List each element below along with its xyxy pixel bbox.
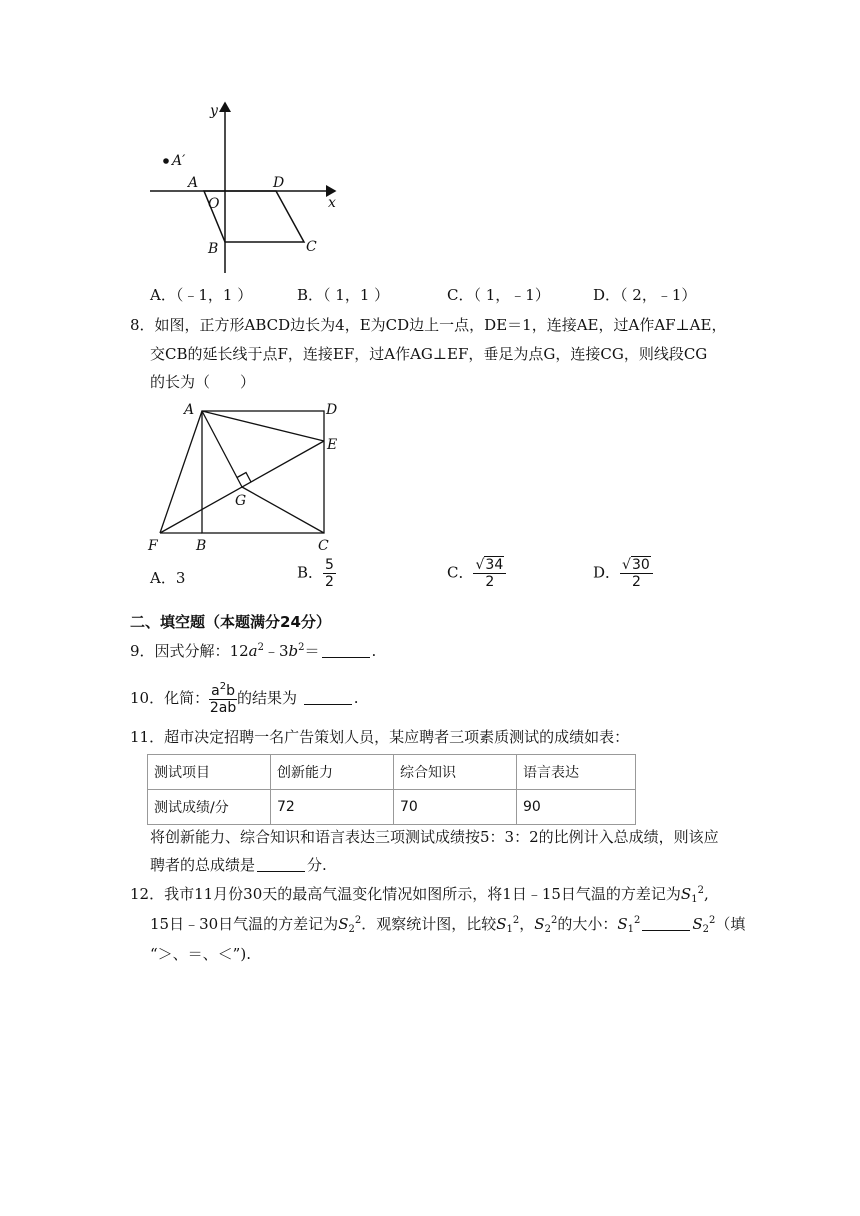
- label-a-prime: A′: [172, 153, 186, 169]
- table-cell: 语言表达: [517, 755, 636, 790]
- point-a-prime: [163, 158, 169, 164]
- q10-answer-blank[interactable]: [304, 690, 352, 705]
- table-cell: 测试项目: [148, 755, 271, 790]
- q7-option-c[interactable]: C．（ 1，﹣1）: [447, 286, 550, 304]
- segment-ag: [202, 411, 242, 487]
- q8-option-d[interactable]: D． $\frac{√30}{2}$: [593, 557, 653, 590]
- q7-coordinate-figure: [140, 95, 350, 280]
- label-x: x: [328, 195, 336, 211]
- section-title: 二、填空题（本题满分24分）: [130, 613, 331, 631]
- label-a: A: [184, 402, 195, 418]
- table-row: [148, 755, 636, 790]
- label-c: C: [318, 538, 329, 554]
- label-d: D: [326, 402, 338, 418]
- square-abcd: [202, 411, 324, 533]
- label-a: A: [188, 175, 199, 191]
- segment-gc: [242, 487, 324, 533]
- table-cell: 测试成绩/分: [148, 790, 271, 825]
- q8-stem-line1: 8．如图，正方形ABCD边长为4，E为CD边上一点，DE＝1，连接AE，过A作AF⊥AE，: [130, 316, 727, 334]
- label-b: B: [208, 241, 219, 257]
- table-cell: 创新能力: [271, 755, 394, 790]
- q12-line1: 12．我市11月份30天的最高气温变化情况如图所示，将1日﹣15日气温的方差记为$S_1^2$,: [130, 885, 709, 905]
- q9-answer-blank[interactable]: [322, 643, 370, 658]
- q8-option-a[interactable]: A．3: [150, 569, 186, 587]
- segment-ae: [202, 411, 324, 441]
- q12-line3: “＞、＝、＜”).: [150, 945, 251, 963]
- q11-line3: 聘者的总成绩是 分.: [150, 856, 327, 874]
- q8-square-figure: [140, 395, 350, 555]
- table-row: [148, 790, 636, 825]
- q9-stem: 9．因式分解：$12a^2﹣3b^2=$ .: [130, 642, 377, 660]
- table-cell: 72: [271, 790, 394, 825]
- q11-stem: 11．超市决定招聘一名广告策划人员，某应聘者三项素质测试的成绩如表：: [130, 728, 630, 746]
- label-e: E: [327, 437, 338, 453]
- q8-stem-line3: 的长为（ ）: [150, 373, 256, 391]
- q8-stem-line2: 交CB的延长线于点F，连接EF，过A作AG⊥EF，垂足为点G，连接CG，则线段CG: [150, 345, 708, 363]
- label-g: G: [235, 493, 247, 509]
- segment-af: [160, 411, 202, 533]
- table-cell: 综合知识: [394, 755, 517, 790]
- q11-answer-blank[interactable]: [257, 857, 305, 872]
- q12-answer-blank[interactable]: [642, 916, 690, 931]
- label-d: D: [273, 175, 285, 191]
- label-f: F: [148, 538, 158, 554]
- label-y: y: [210, 103, 218, 119]
- label-c: C: [306, 239, 317, 255]
- q7-option-b[interactable]: B．（ 1，1 ）: [297, 286, 390, 304]
- q7-option-a[interactable]: A．（﹣1，1 ）: [150, 286, 253, 304]
- q11-score-table: [147, 754, 636, 825]
- q11-line2: 将创新能力、综合知识和语言表达三项测试成绩按5：3：2的比例计入总成绩，则该应: [150, 828, 719, 846]
- q8-option-b[interactable]: B． $\frac{5}{2}$: [297, 557, 334, 590]
- q10-fraction: $\frac{a^2b}{2ab}$: [209, 680, 237, 716]
- label-b: B: [196, 538, 207, 554]
- q12-line2: 15日﹣30日气温的方差记为$S_2^2$．观察统计图，比较$S_1^2$，$S_2^2$的大小：$S_1^2$ $S_2^2$（填: [150, 915, 746, 935]
- table-cell: 70: [394, 790, 517, 825]
- table-cell: 90: [517, 790, 636, 825]
- q10-stem: 10．化简： $\frac{a^2b}{2ab}$ 的结果为 .: [130, 680, 359, 716]
- q7-option-d[interactable]: D．（ 2，﹣1）: [593, 286, 697, 304]
- label-o: O: [208, 196, 220, 212]
- q8-option-c[interactable]: C． $\frac{√34}{2}$: [447, 557, 506, 590]
